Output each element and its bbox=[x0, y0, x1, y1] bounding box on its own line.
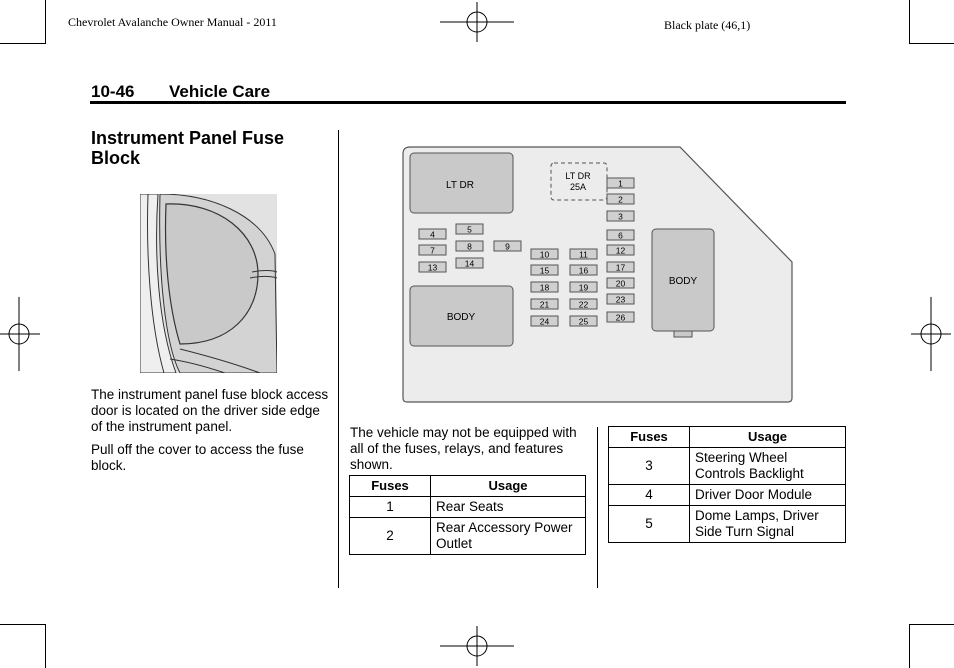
fuse-number: 1 bbox=[350, 497, 431, 518]
fuse-usage: Rear Seats bbox=[431, 497, 586, 518]
fuse-slot-24 bbox=[531, 316, 558, 327]
fuse-label: 21 bbox=[539, 299, 550, 310]
fuse-usage: Rear Accessory Power Outlet bbox=[431, 518, 586, 555]
fuse-label: 4 bbox=[430, 229, 435, 240]
fuse-table-2 bbox=[608, 426, 846, 543]
fuse-slot-23 bbox=[607, 294, 634, 305]
fuse-slot-21 bbox=[531, 299, 558, 310]
fuse-label: 23 bbox=[615, 294, 626, 305]
fuse-slot-19 bbox=[570, 282, 597, 293]
lt-dr-25a-line1: LT DR bbox=[565, 171, 591, 181]
fuse-slot-18 bbox=[531, 282, 558, 293]
fuse-slot-13 bbox=[419, 262, 446, 273]
table-row bbox=[350, 518, 586, 555]
fuse-label: 13 bbox=[427, 262, 438, 273]
fuse-label: 2 bbox=[618, 194, 623, 205]
instrument-panel-illustration bbox=[140, 194, 277, 373]
column-header-fuses: Fuses bbox=[350, 476, 431, 497]
table-row bbox=[609, 506, 846, 543]
fuse-label: 9 bbox=[505, 241, 510, 252]
fuse-slot-1 bbox=[607, 178, 634, 189]
fuse-label: 7 bbox=[430, 245, 435, 256]
manual-title: Chevrolet Avalanche Owner Manual - 2011 bbox=[68, 15, 277, 29]
fuse-usage: Steering Wheel Controls Backlight bbox=[690, 448, 846, 485]
fuse-slot-14 bbox=[456, 258, 483, 269]
section-number: 10-46 bbox=[91, 82, 135, 101]
table-row bbox=[350, 497, 586, 518]
fuse-slot-11 bbox=[570, 249, 597, 260]
lt-dr-25a-line2: 25A bbox=[569, 182, 587, 192]
table-row bbox=[609, 448, 846, 485]
header-rule bbox=[90, 101, 846, 104]
fuse-slot-8 bbox=[456, 241, 483, 252]
fuse-table-1 bbox=[349, 475, 586, 555]
fuse-label: 16 bbox=[578, 265, 589, 276]
column-header-usage: Usage bbox=[431, 476, 586, 497]
fuse-label: 10 bbox=[539, 249, 550, 260]
fuse-label: 5 bbox=[467, 224, 472, 235]
fuse-label: 22 bbox=[578, 299, 589, 310]
fuse-label: 3 bbox=[618, 211, 623, 222]
fuse-label: 17 bbox=[615, 262, 626, 273]
fuse-slot-10 bbox=[531, 249, 558, 260]
column-divider-right bbox=[597, 427, 598, 588]
fuse-number: 3 bbox=[609, 448, 690, 485]
fuse-label: 25 bbox=[578, 316, 589, 327]
fuse-slot-12 bbox=[607, 245, 634, 256]
fuse-slot-2 bbox=[607, 194, 634, 205]
table-header-row bbox=[350, 476, 586, 497]
paragraph-cover: Pull off the cover to access the fuse block. bbox=[91, 442, 304, 473]
relay-body-left-label: BODY bbox=[446, 312, 476, 323]
fuse-slot-26 bbox=[607, 312, 634, 323]
fuse-number: 5 bbox=[609, 506, 690, 543]
fuse-slot-3 bbox=[607, 211, 634, 222]
fuse-usage: Driver Door Module bbox=[690, 485, 846, 506]
fuse-label: 26 bbox=[615, 312, 626, 323]
fuse-label: 6 bbox=[618, 230, 623, 241]
table-row bbox=[609, 485, 846, 506]
fuse-label: 1 bbox=[618, 178, 623, 189]
fuse-slot-5 bbox=[456, 224, 483, 235]
fuse-label: 24 bbox=[539, 316, 550, 327]
fuse-label: 19 bbox=[578, 282, 589, 293]
fuse-label: 20 bbox=[615, 278, 626, 289]
fuse-slot-4 bbox=[419, 229, 446, 240]
fuse-label: 8 bbox=[467, 241, 472, 252]
relay-body-right-label: BODY bbox=[668, 276, 698, 287]
fuse-number: 4 bbox=[609, 485, 690, 506]
table-header-row bbox=[609, 427, 846, 448]
fuse-slot-17 bbox=[607, 262, 634, 273]
fuse-label: 12 bbox=[615, 245, 626, 256]
plate-label: Black plate (46,1) bbox=[664, 18, 751, 32]
fuse-block-diagram bbox=[400, 144, 795, 404]
fuse-slot-9 bbox=[494, 241, 521, 252]
fuse-slot-16 bbox=[570, 265, 597, 276]
fuse-slot-20 bbox=[607, 278, 634, 289]
paragraph-location: The instrument panel fuse block access door is located on the driver side edge of the instrument panel. bbox=[91, 387, 329, 434]
fuse-slot-6 bbox=[607, 230, 634, 241]
column-header-usage: Usage bbox=[690, 427, 846, 448]
fuse-slot-22 bbox=[570, 299, 597, 310]
fuse-label: 18 bbox=[539, 282, 550, 293]
fuse-number: 2 bbox=[350, 518, 431, 555]
fuse-label: 14 bbox=[464, 258, 475, 269]
fuse-slot-7 bbox=[419, 245, 446, 256]
article-heading: Instrument Panel Fuse Block bbox=[91, 128, 285, 168]
equipment-note: The vehicle may not be equipped with all of the fuses, relays, and features shown. bbox=[350, 425, 577, 472]
column-divider-left bbox=[338, 130, 339, 588]
column-header-fuses: Fuses bbox=[609, 427, 690, 448]
fuse-label: 15 bbox=[539, 265, 550, 276]
relay-lt-dr-label: LT DR bbox=[446, 180, 474, 191]
fuse-usage: Dome Lamps, Driver Side Turn Signal bbox=[690, 506, 846, 543]
fuse-slot-15 bbox=[531, 265, 558, 276]
fuse-label: 11 bbox=[579, 249, 588, 260]
section-name: Vehicle Care bbox=[169, 82, 271, 101]
fuse-slot-25 bbox=[570, 316, 597, 327]
